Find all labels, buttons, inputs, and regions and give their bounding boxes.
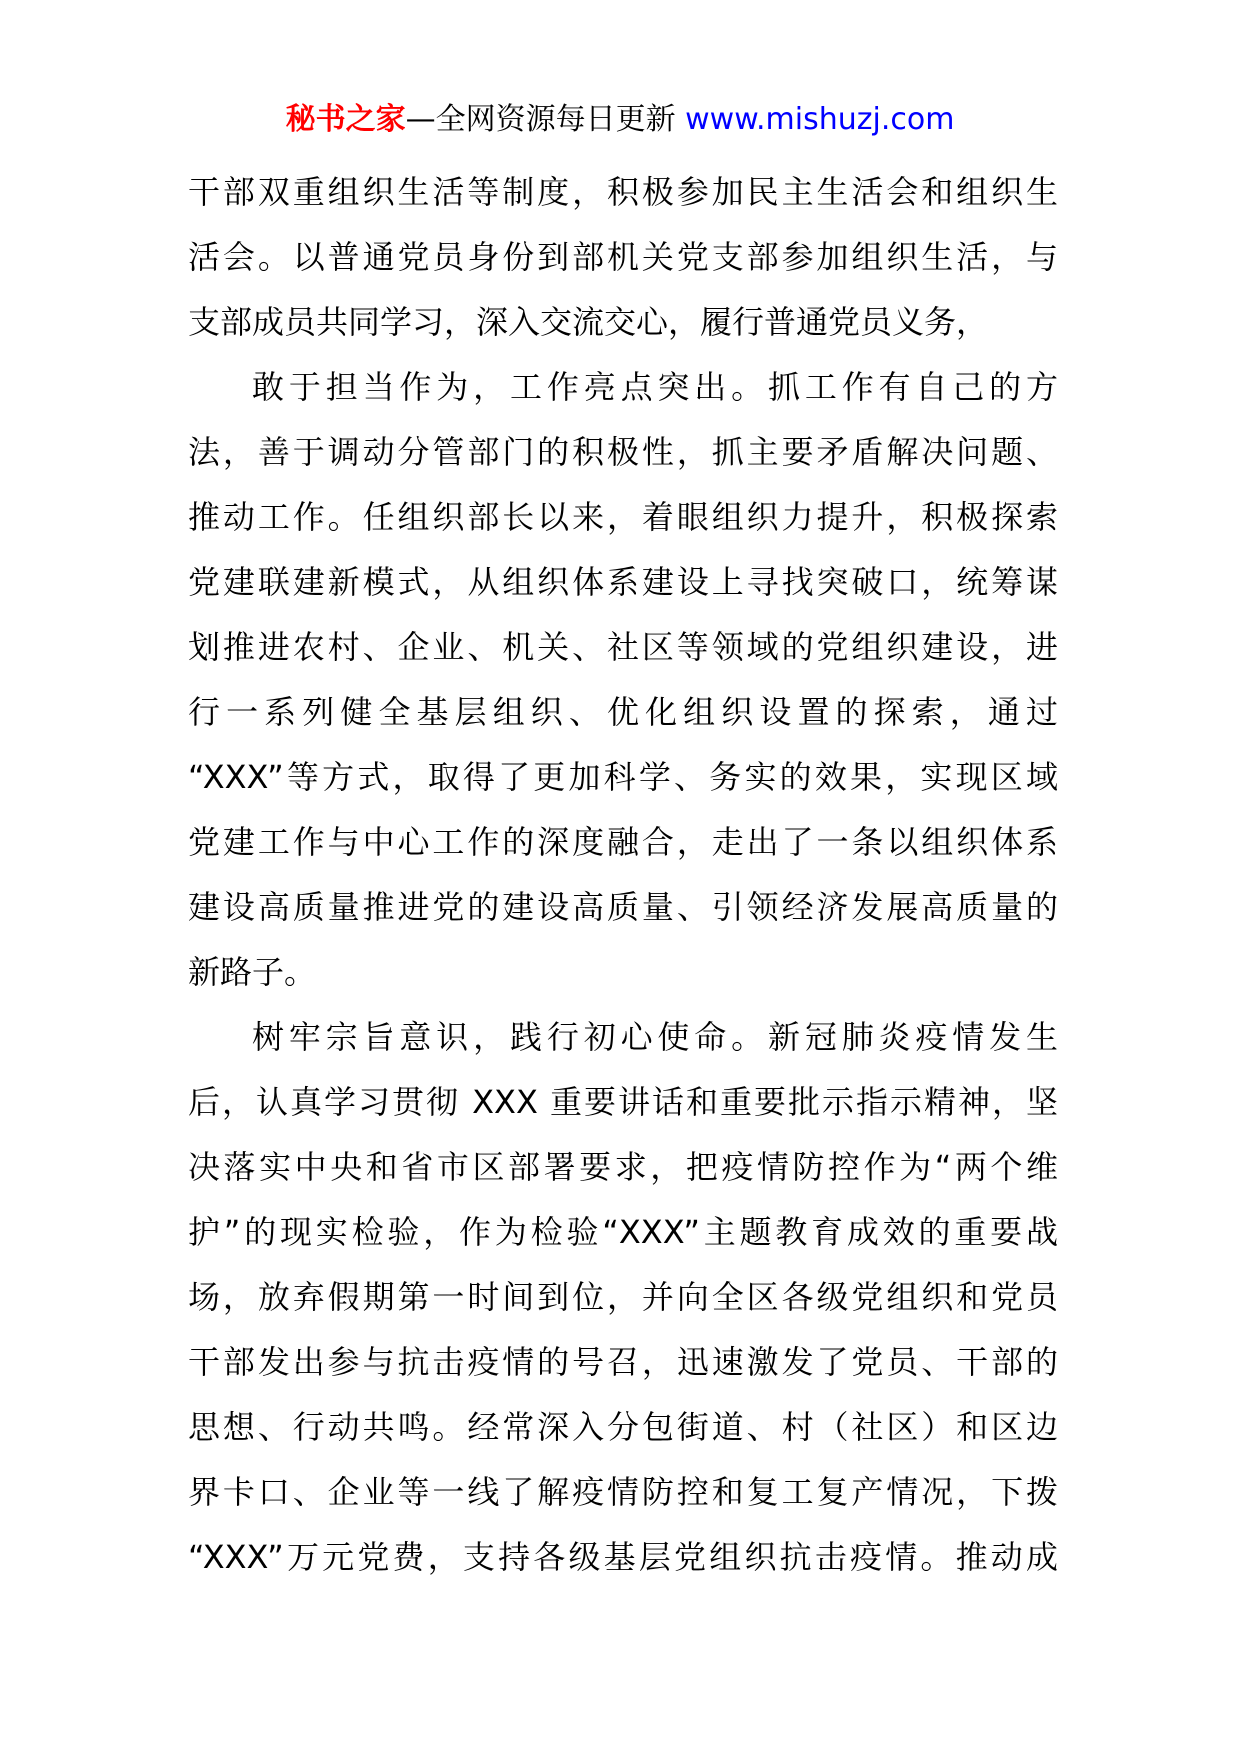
- text-line: 护”的现实检验，作为检验“XXX”主题教育成效的重要战: [188, 1213, 1058, 1251]
- text-line: 支部成员共同学习，深入交流交心，履行普通党员义务，: [188, 303, 989, 341]
- text-line: 界卡口、企业等一线了解疫情防控和复工复产情况，下拨: [188, 1473, 1058, 1511]
- text-line: “XXX”万元党费，支持各级基层党组织抗击疫情。推动成: [188, 1538, 1058, 1576]
- text-line: 干部发出参与抗击疫情的号召，迅速激发了党员、干部的: [188, 1343, 1058, 1381]
- text-line: 党建工作与中心工作的深度融合，走出了一条以组织体系: [188, 823, 1058, 861]
- page-header: [0, 100, 1240, 140]
- text-line: “XXX”等方式，取得了更加科学、务实的效果，实现区域: [188, 758, 1058, 796]
- text-line: 活会。以普通党员身份到部机关党支部参加组织生活，与: [188, 238, 1058, 276]
- text-line: 推动工作。任组织部长以来，着眼组织力提升，积极探索: [188, 498, 1058, 536]
- text-line: 建设高质量推进党的建设高质量、引领经济发展高质量的: [188, 888, 1058, 926]
- text-line: 树牢宗旨意识，践行初心使命。新冠肺炎疫情发生: [252, 1018, 1058, 1056]
- text-line: 行一系列健全基层组织、优化组织设置的探索，通过: [188, 693, 1058, 731]
- text-line: 决落实中央和省市区部署要求，把疫情防控作为“两个维: [188, 1148, 1058, 1186]
- text-line: 后，认真学习贯彻 XXX 重要讲话和重要批示指示精神，坚: [188, 1083, 1058, 1121]
- header-brand: 秘书之家: [285, 102, 406, 137]
- text-line: 新路子。: [188, 953, 317, 991]
- text-line: 思想、行动共鸣。经常深入分包街道、村（社区）和区边: [188, 1408, 1058, 1446]
- header-url-link[interactable]: www.mishuzj.com: [685, 102, 955, 137]
- text-line: 场，放弃假期第一时间到位，并向全区各级党组织和党员: [188, 1278, 1058, 1316]
- header-tagline: —全网资源每日更新: [405, 102, 686, 137]
- text-line: 法，善于调动分管部门的积极性，抓主要矛盾解决问题、: [188, 433, 1058, 471]
- text-line: 党建联建新模式，从组织体系建设上寻找突破口，统筹谋: [188, 563, 1058, 601]
- text-line: 敢于担当作为，工作亮点突出。抓工作有自己的方: [252, 368, 1058, 406]
- text-line: 划推进农村、企业、机关、社区等领域的党组织建设，进: [188, 628, 1058, 666]
- document-body: [188, 160, 1058, 1590]
- text-line: 干部双重组织生活等制度，积极参加民主生活会和组织生: [188, 173, 1058, 211]
